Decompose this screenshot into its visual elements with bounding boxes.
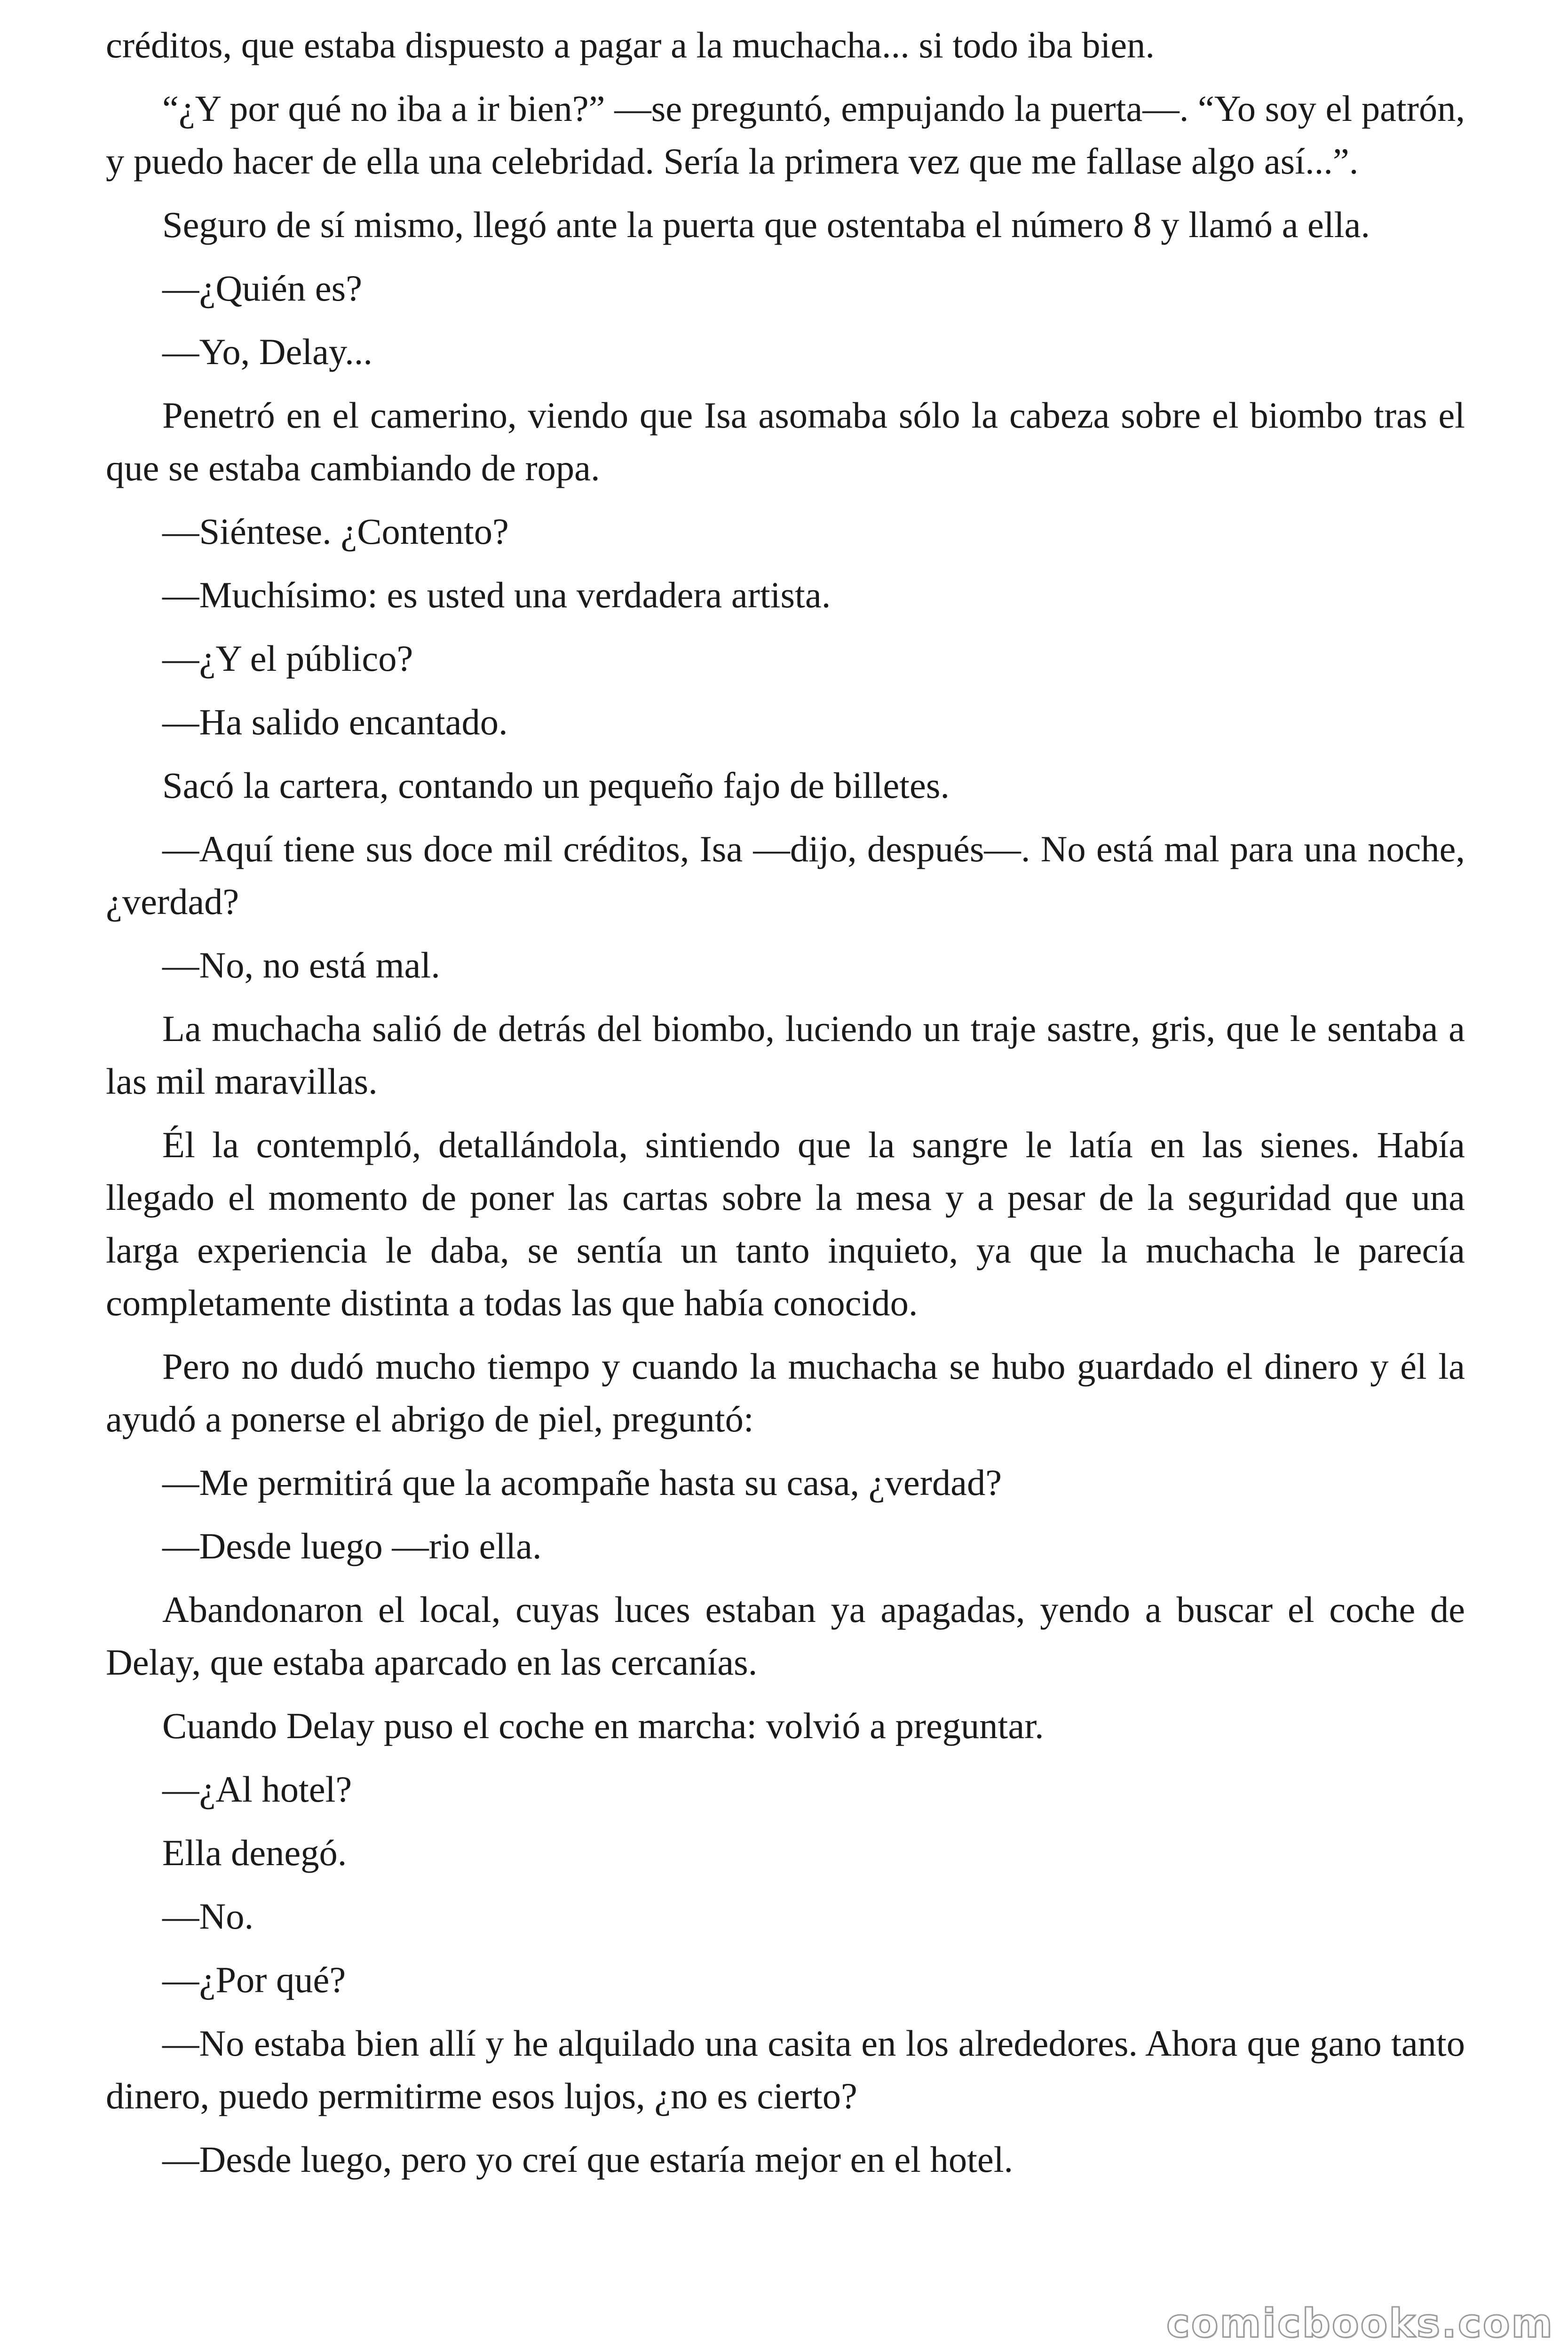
dialogue-line: —¿Quién es? [162,268,363,309]
paragraph: Ella denegó. [162,1832,347,1873]
dialogue-line: —Ha salido encantado. [162,701,508,742]
paragraph-continuation: créditos, que estaba dispuesto a pagar a la muchacha... si todo iba bien. [106,24,1155,65]
dialogue-line: —Aquí tiene sus doce mil créditos, Isa —dijo, después—. No está mal para una noche, ¿verdad? [106,828,1465,922]
dialogue-line: —Desde luego —rio ella. [162,1526,542,1566]
book-page [106,19,1465,2197]
dialogue-line: —Me permitirá que la acompañe hasta su casa, ¿verdad? [162,1462,1002,1503]
paragraph: Abandonaron el local, cuyas luces estaban ya apagadas, yendo a buscar el coche de Delay, que estaba aparcado en las cercanías. [106,1589,1465,1683]
dialogue-line: —Muchísimo: es usted una verdadera artista. [162,574,831,615]
dialogue-line: —¿Por qué? [162,1959,346,2000]
watermark: comicbooks.com [1166,2300,1554,2346]
dialogue-line: —No, no está mal. [162,945,440,985]
paragraph: Él la contempló, detallándola, sintiendo que la sangre le latía en las sienes. Había llegado el momento de poner las cartas sobre la mesa y a pesar de la seguridad que una larga experiencia le daba, se sentía un tanto inquieto, ya que la muchacha le parecía completamente distinta a todas las que había conocido. [106,1124,1465,1323]
paragraph: Penetró en el camerino, viendo que Isa asomaba sólo la cabeza sobre el biombo tras el que se estaba cambiando de ropa. [106,395,1465,488]
dialogue-line: —¿Al hotel? [162,1769,352,1810]
dialogue-line: —Siéntese. ¿Contento? [162,511,509,552]
dialogue-line: —Yo, Delay... [162,331,373,372]
paragraph: “¿Y por qué no iba a ir bien?” —se preguntó, empujando la puerta—. “Yo soy el patrón, y puedo hacer de ella una celebridad. Sería la primera vez que me fallase algo así...”. [106,88,1465,182]
paragraph: Cuando Delay puso el coche en marcha: volvió a preguntar. [162,1705,1044,1746]
paragraph: Seguro de sí mismo, llegó ante la puerta que ostentaba el número 8 y llamó a ella. [162,204,1370,245]
paragraph: La muchacha salió de detrás del biombo, luciendo un traje sastre, gris, que le sentaba a las mil maravillas. [106,1008,1465,1102]
paragraph: Pero no dudó mucho tiempo y cuando la muchacha se hubo guardado el dinero y él la ayudó a ponerse el abrigo de piel, preguntó: [106,1346,1465,1439]
paragraph: Sacó la cartera, contando un pequeño fajo de billetes. [162,765,950,806]
dialogue-line: —No. [162,1896,254,1937]
dialogue-line: —Desde luego, pero yo creí que estaría mejor en el hotel. [162,2139,1014,2180]
dialogue-line: —¿Y el público? [162,638,413,679]
dialogue-line: —No estaba bien allí y he alquilado una casita en los alrededores. Ahora que gano tanto dinero, puedo permitirme esos lujos, ¿no es cierto? [106,2023,1465,2116]
